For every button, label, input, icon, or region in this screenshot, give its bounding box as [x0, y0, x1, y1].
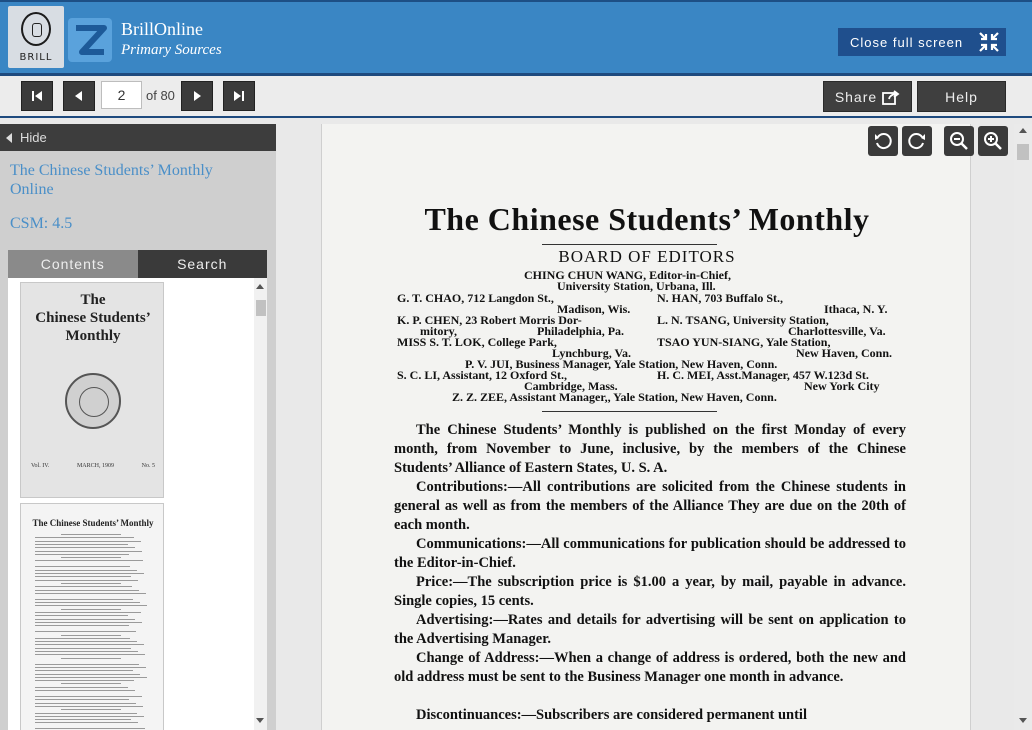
thumbnail-text-line	[35, 719, 131, 720]
zoom-in-icon	[983, 131, 1003, 151]
paragraph: The Chinese Students’ Monthly is published on the first Monday of every month, from November to June, inclusive, by the members of the Chinese Students’ Alliance of Eastern States, U. S. A.	[394, 422, 906, 476]
thumbnail-text-line	[35, 664, 139, 665]
editor-line: N. HAN, 703 Buffalo St.,	[657, 291, 784, 305]
thumbnail-list	[8, 278, 267, 730]
sidebar	[0, 124, 276, 730]
last-page-button[interactable]	[223, 81, 255, 111]
caret-left-icon	[6, 133, 12, 143]
thumbnail-text-line	[35, 625, 129, 626]
scroll-up-icon	[1019, 128, 1027, 133]
paragraph: Price:—The subscription price is $1.00 a year, by mail, payable in advance. Single copies, 15 cents.	[394, 574, 906, 609]
next-page-button[interactable]	[181, 81, 213, 111]
thumbnail-page-1[interactable]	[20, 282, 164, 498]
editor-line: Cambridge, Mass.	[524, 379, 618, 393]
zoom-out-icon	[949, 131, 969, 151]
rotate-right-icon	[907, 131, 927, 151]
editor-line: mitory,	[420, 324, 457, 338]
thumbnail-text-line	[35, 593, 146, 594]
hide-label: Hide	[20, 130, 47, 145]
editor-line: University Station, Urbana, Ill.	[557, 279, 716, 293]
thumbnail-text-line	[35, 722, 138, 723]
editor-line: H. C. MEI, Asst.Manager, 457 W.123d St.	[657, 368, 869, 382]
paragraph: Change of Address:—When a change of address is ordered, both the new and old address must be sent to the Business Manager one month in advance.	[394, 650, 906, 685]
thumbnail-text-line	[35, 544, 128, 545]
thumbnail-text-line	[35, 605, 147, 606]
thumbnail-text-line	[35, 631, 136, 632]
thumbnail-text-line	[35, 716, 144, 717]
thumbnail-text-line	[35, 580, 138, 581]
share-icon	[882, 89, 900, 105]
thumbnail-text-line	[35, 619, 135, 620]
scrollbar-thumb[interactable]	[256, 300, 266, 316]
prev-page-icon	[72, 89, 86, 103]
last-page-icon	[232, 89, 246, 103]
editor-line: MISS S. T. LOK, College Park,	[397, 335, 557, 349]
thumb-no: No. 5	[141, 463, 155, 469]
editor-line: K. P. CHEN, 23 Robert Morris Dor-	[397, 313, 582, 327]
volume-link[interactable]: CSM: 4.5	[10, 215, 73, 232]
zoom-out-button[interactable]	[944, 126, 974, 156]
editor-line: L. N. TSANG, University Station,	[657, 313, 829, 327]
thumbnail-page-2[interactable]	[20, 503, 164, 730]
next-page-icon	[190, 89, 204, 103]
paragraph: Communications:—All communications for publication should be addressed to the Editor-in-Chief.	[394, 536, 906, 571]
brillonline-logo-icon	[68, 18, 112, 62]
scroll-down-icon	[256, 718, 264, 723]
thumbnail-text-line	[35, 699, 129, 700]
thumbnail-text-line	[35, 680, 134, 681]
prev-page-button[interactable]	[63, 81, 95, 111]
rotate-right-button[interactable]	[902, 126, 932, 156]
document-page	[321, 124, 971, 730]
page-number-input[interactable]	[101, 81, 142, 109]
viewer-scrollbar[interactable]	[1014, 124, 1032, 730]
thumbnail-text-line	[35, 651, 138, 652]
thumbnail-title: The Chinese Students’ Monthly	[35, 292, 151, 344]
thumb-vol: Vol. IV.	[31, 463, 50, 469]
thumbnail-text-line	[35, 677, 147, 678]
hide-sidebar-button[interactable]	[0, 124, 276, 151]
help-label: Help	[945, 88, 978, 105]
thumbnail-text-line	[35, 670, 133, 671]
editor-line: Philadelphia, Pa.	[537, 324, 625, 338]
thumbnail-text-line	[35, 706, 143, 707]
thumbnail-text-line	[35, 690, 135, 691]
thumbnail-text-line	[61, 683, 121, 684]
brill-label: BRILL	[19, 52, 53, 63]
share-button[interactable]	[823, 81, 912, 112]
zoom-in-button[interactable]	[978, 126, 1008, 156]
thumbnail-footer	[31, 463, 155, 469]
paragraph: Advertising:—Rates and details for advertising will be sent on application to the Advertising Manager.	[394, 612, 906, 647]
document-title: The Chinese Students’ Monthly	[424, 201, 870, 237]
rotate-left-icon	[873, 131, 893, 151]
thumbnail-text-line	[35, 728, 145, 729]
editor-line: CHING CHUN WANG, Editor-in-Chief,	[524, 268, 732, 282]
close-fullscreen-label: Close full screen	[850, 34, 964, 50]
editor-line: Ithaca, N. Y.	[824, 302, 888, 316]
scroll-down-icon	[1019, 718, 1027, 723]
help-button[interactable]	[917, 81, 1006, 112]
thumbnail-text-line	[35, 573, 144, 574]
thumbnail-text-line	[35, 641, 137, 642]
scrollbar-thumb[interactable]	[1017, 144, 1029, 160]
editor-line: Madison, Wis.	[557, 302, 631, 316]
thumbnail-text-line	[35, 576, 131, 577]
thumbnail-text-line	[35, 599, 133, 600]
alliance-seal-icon	[65, 373, 121, 429]
thumbnail-text-line	[61, 583, 121, 584]
editor-line: S. C. LI, Assistant, 12 Oxford St.,	[397, 368, 568, 382]
first-page-icon	[30, 89, 44, 103]
editor-line: TSAO YUN-SIANG, Yale Station,	[657, 335, 831, 349]
publication-title-link[interactable]: The Chinese Students’ Monthly Online	[10, 162, 213, 198]
thumbnail-text-line	[35, 648, 131, 649]
thumbnail-text-line	[35, 713, 137, 714]
compress-icon	[978, 31, 1000, 53]
thumbnail-text-line	[35, 696, 142, 697]
thumbnail-text-line	[35, 537, 134, 538]
thumbnail-text-line	[35, 586, 132, 587]
thumbnail-text-line	[35, 554, 129, 555]
editor-line: Z. Z. ZEE, Assistant Manager,, Yale Station, New Haven, Conn.	[452, 390, 777, 404]
thumbnail-text-line	[35, 667, 146, 668]
brand-name: BrillOnline	[121, 19, 203, 39]
editor-line: P. V. JUI, Business Manager, Yale Station, New Haven, Conn.	[465, 357, 778, 371]
paragraph: Contributions:—All contributions are solicited from the Chinese students in general as well as from the members of the Alliance They are due on the 20th of each month.	[394, 479, 906, 533]
editor-line: New York City	[804, 379, 880, 393]
editor-line: New Haven, Conn.	[796, 346, 893, 360]
thumbnail-text-line	[35, 622, 142, 623]
thumbnail-text-line	[35, 560, 143, 561]
first-page-button[interactable]	[21, 81, 53, 111]
page-count: of 80	[146, 88, 175, 103]
thumbnail-text-line	[35, 547, 135, 548]
thumbnail-text-line	[61, 658, 121, 659]
thumbnail-scrollbar[interactable]	[254, 278, 267, 730]
editor-line: G. T. CHAO, 712 Langdon St.,	[397, 291, 554, 305]
tab-search[interactable]: Search	[138, 250, 268, 278]
brill-logo[interactable]	[8, 6, 64, 68]
thumbnail-text-line	[35, 541, 141, 542]
brill-seal-icon	[21, 12, 51, 46]
share-label: Share	[834, 88, 878, 105]
thumbnail-text-line	[61, 557, 121, 558]
title-rule	[542, 244, 717, 245]
thumbnail-text-line	[35, 612, 141, 613]
thumb-date: MARCH, 1909	[76, 463, 114, 469]
thumbnail-text-line	[35, 687, 128, 688]
thumbnail-text-line	[35, 674, 140, 675]
thumbnail-text-line	[35, 703, 136, 704]
document-viewer	[276, 124, 1032, 730]
thumbnail-text-line	[61, 534, 121, 535]
thumbnail-text-line	[35, 602, 140, 603]
brand-subtitle: Primary Sources	[121, 42, 222, 58]
thumbnail-text-line	[61, 709, 121, 710]
thumbnail-text-line	[35, 644, 144, 645]
page-toolbar	[0, 76, 1032, 118]
thumbnail-text-line	[61, 609, 121, 610]
thumbnail-text-line	[35, 570, 137, 571]
board-heading: BOARD OF EDITORS	[558, 247, 736, 266]
scroll-up-icon	[256, 284, 264, 289]
thumbnail-text-line	[35, 566, 130, 567]
tab-contents[interactable]: Contents	[8, 250, 138, 278]
thumbnail-text-line	[61, 635, 121, 636]
editors-rule	[542, 411, 717, 412]
sidebar-tabs	[8, 250, 267, 278]
thumbnail-text-line	[35, 551, 142, 552]
thumbnail-text-line	[35, 615, 128, 616]
rotate-left-button[interactable]	[868, 126, 898, 156]
paragraph: Discontinuances:—Subscribers are considered permanent until	[416, 707, 807, 723]
editor-line: Charlottesville, Va.	[788, 324, 886, 338]
thumbnail-title: The Chinese Students’ Monthly	[32, 518, 154, 528]
header-bar	[0, 0, 1032, 76]
thumbnail-text-line	[35, 654, 145, 655]
editor-line: Lynchburg, Va.	[552, 346, 632, 360]
thumbnail-text-line	[35, 590, 139, 591]
thumbnail-text-line	[35, 638, 130, 639]
close-fullscreen-button[interactable]	[838, 28, 1006, 56]
